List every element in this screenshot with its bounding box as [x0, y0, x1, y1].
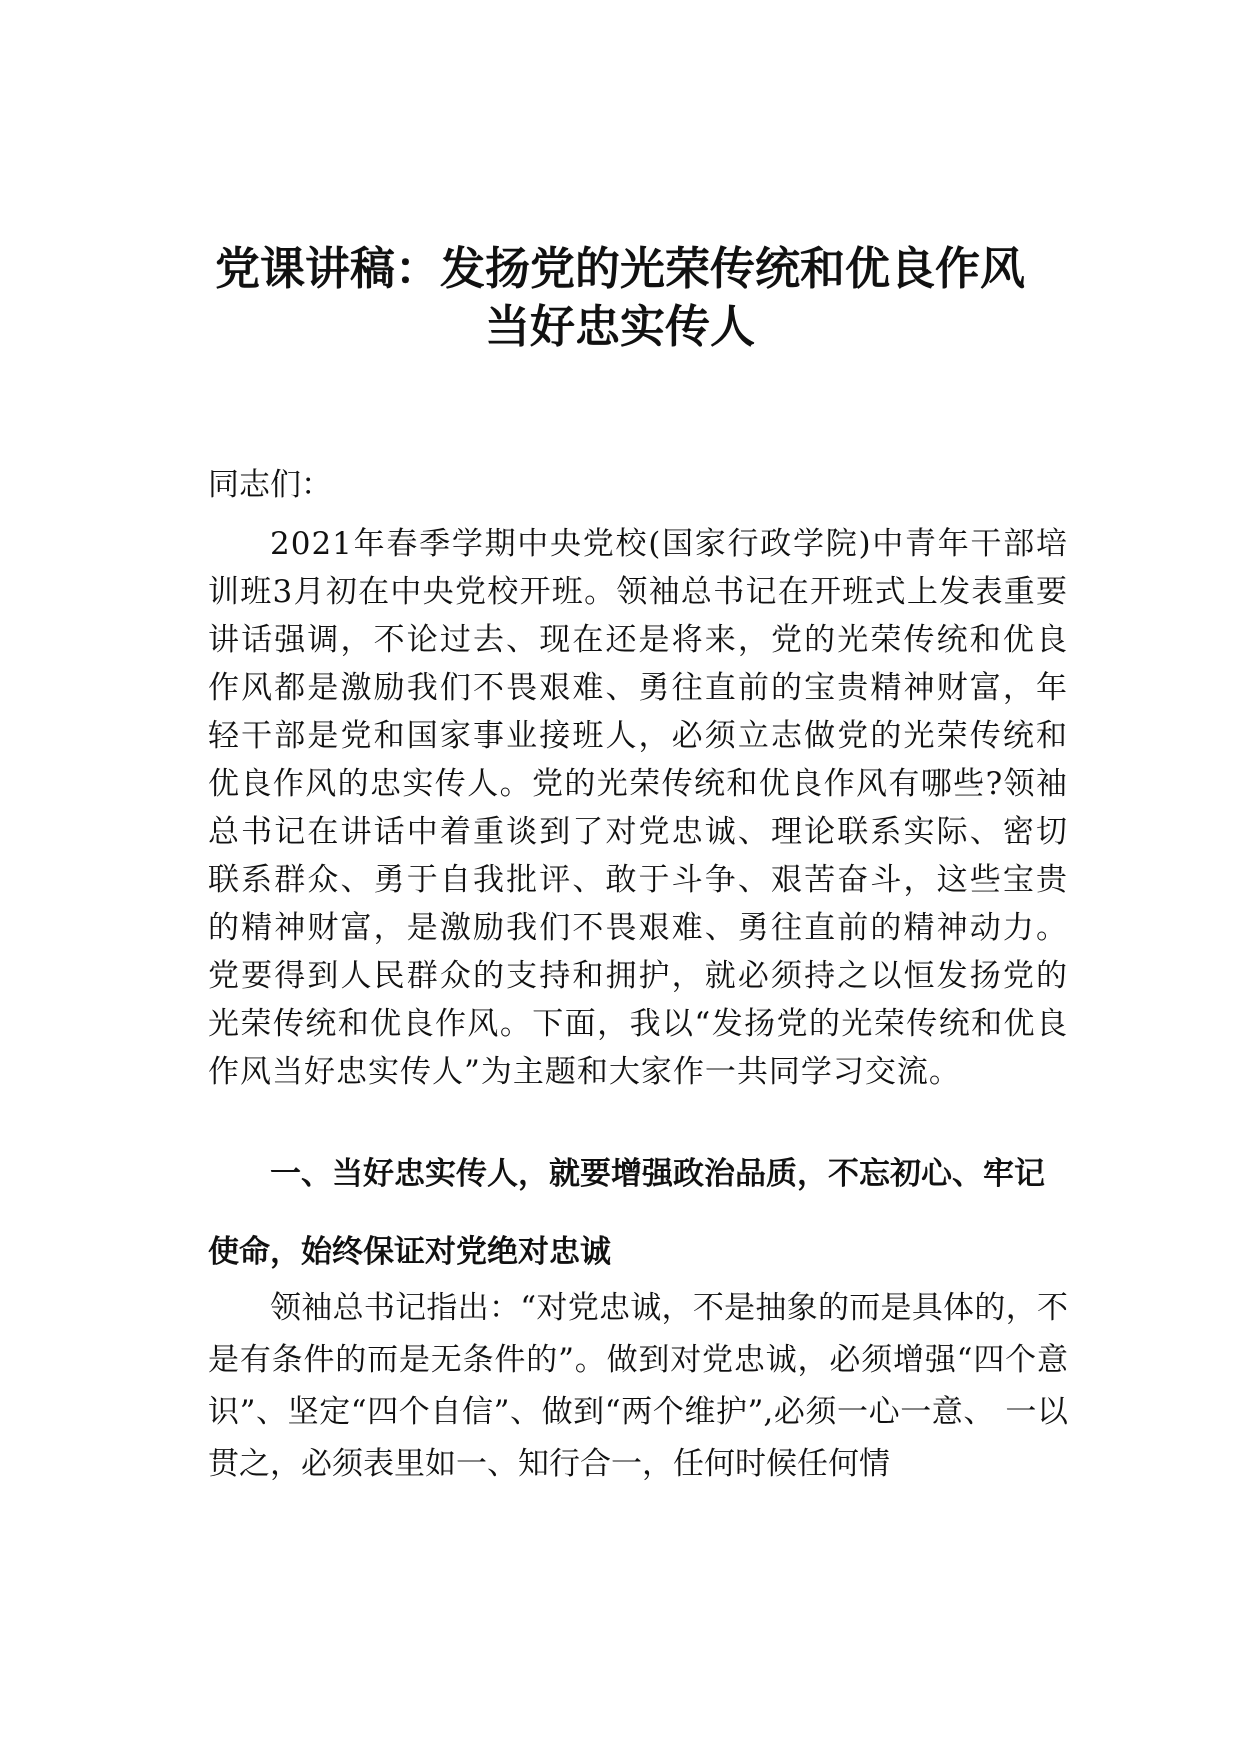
- section-1-paragraph: 领袖总书记指出：“对党忠诚，不是抽象的而是具体的，不是有条件的而是无条件的”。做到对党忠诚，必须增强“四个意识”、坚定“四个自信”、做到“两个维护”,必须一心一意、 一以贯之，必须表里如一、知行合一，任何时候任何情: [208, 1290, 1068, 1482]
- intro-paragraph: 2021年春季学期中央党校(国家行政学院)中青年干部培训班3月初在中央党校开班。领袖总书记在开班式上发表重要讲话强调，不论过去、现在还是将来，党的光荣传统和优良作风都是激励我们不畏艰难、勇往直前的宝贵精神财富，年轻干部是党和国家事业接班人，必须立志做党的光荣传统和优良作风的忠实传人。党的光荣传统和优良作风有哪些?领袖总书记在讲话中着重谈到了对党忠诚、理论联系实际、密切联系群众、勇于自我批评、敢于斗争、艰苦奋斗，这些宝贵的精神财富，是激励我们不畏艰难、勇往直前的精神动力。党要得到人民群众的支持和拥护，就必须持之以恒发扬党的光荣传统和优良作风。下面，我以“发扬党的光荣传统和优良作风当好忠实传人”为主题和大家作一共同学习交流。: [208, 526, 1068, 1090]
- section-heading-1: 一、当好忠实传人，就要增强政治品质，不忘初心、牢记使命，始终保证对党绝对忠诚: [208, 1156, 1045, 1270]
- title-line-1: 党课讲稿：发扬党的光荣传统和优良作风: [214, 242, 1025, 295]
- document-title: [0, 240, 1240, 356]
- title-line-2: 当好忠实传人: [484, 300, 755, 353]
- greeting: 同志们：: [208, 467, 332, 503]
